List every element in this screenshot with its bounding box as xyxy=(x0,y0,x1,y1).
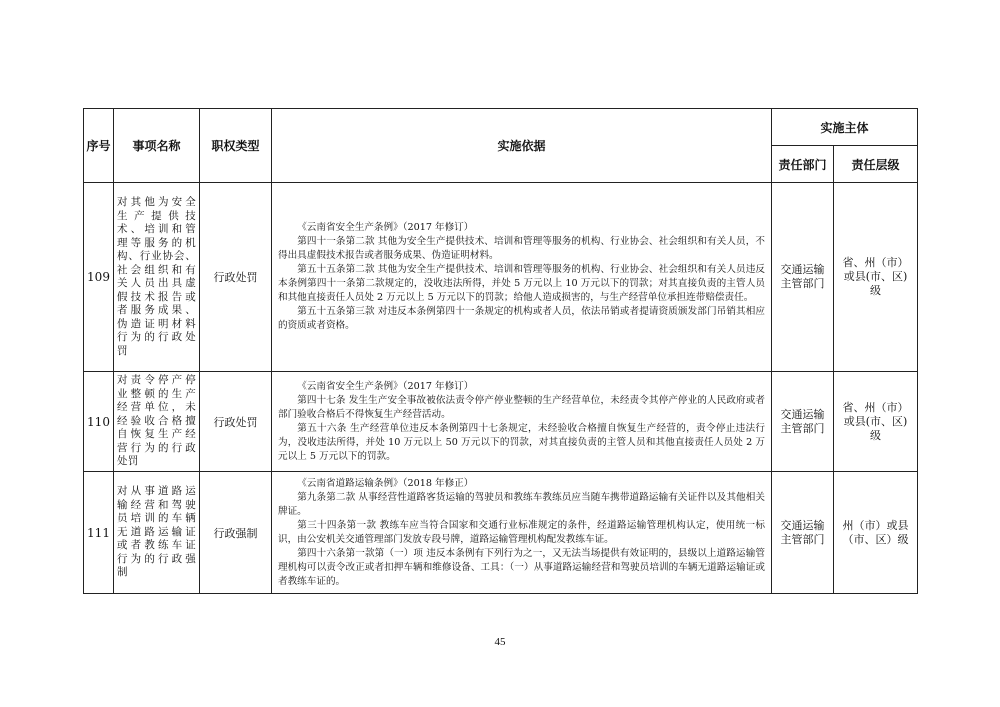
basis-regulation-title: 《云南省安全生产条例》（2017 年修订） xyxy=(297,380,474,392)
basis-clause: 第九条第二款 从事经营性道路客货运输的驾驶员和教练车教练员应当随车携带道路运输有关证件以及其他相关牌证。 xyxy=(278,491,765,517)
item-name-line: 经验收合格擅 xyxy=(117,414,196,427)
item-name-line: 生产提供技 xyxy=(117,209,196,222)
row-seq: 110 xyxy=(84,372,114,472)
level-line: 级 xyxy=(870,284,881,297)
row-responsible-level xyxy=(834,472,918,594)
item-name-line: 经营单位，未 xyxy=(117,401,196,414)
col-header-type: 职权类型 xyxy=(200,109,272,183)
row-power-type: 行政强制 xyxy=(200,472,272,594)
table-row xyxy=(84,372,918,472)
item-name-line: 构、行业协会、 xyxy=(117,250,196,262)
row-responsible-level xyxy=(834,372,918,472)
row-seq: 109 xyxy=(84,183,114,372)
row-item-name xyxy=(114,183,200,372)
item-name-line: 社会组织和有 xyxy=(117,263,196,276)
level-line: （市、区）级 xyxy=(842,532,909,546)
power-list-table xyxy=(83,108,918,594)
col-header-basis: 实施依据 xyxy=(272,109,772,183)
item-name-line: 关人员出具虚 xyxy=(117,277,196,289)
basis-regulation-title: 《云南省道路运输条例》（2018 年修正） xyxy=(297,477,474,489)
row-responsible-level xyxy=(834,183,918,372)
basis-clause: 第三十四条第一款 教练车应当符合国家和交通行业标准规定的条件，经道路运输管理机构认定，使用统一标识，由公安机关交通管理部门发放专段号牌，道路运输管理机构配发教练车证。 xyxy=(278,519,765,545)
row-legal-basis xyxy=(272,472,772,594)
level-line: 或县(市、区) xyxy=(843,414,908,428)
table-row xyxy=(84,472,918,594)
basis-clause: 第五十五条第二款 其他为安全生产提供技术、培训和管理等服务的机构、行业协会、社会组织和有关人员违反本条例第四十一条第二款规定的，没收违法所得，并处 5 万元以上 10 万元以下的罚款；对其直接负责的主管人员和其他直接责任人员处 2 万元以上 5 万元以下的罚款；给他人造成损害的，与生产经营单位承担连带赔偿责任。 xyxy=(278,264,765,303)
row-responsible-dept xyxy=(772,372,834,472)
dept-line: 主管部门 xyxy=(780,532,825,546)
row-item-name xyxy=(114,472,200,594)
col-header-level: 责任层级 xyxy=(834,146,918,183)
dept-line: 交通运输 xyxy=(780,263,825,276)
item-name-line: 或者教练车证 xyxy=(117,539,196,552)
item-name-line: 处罚 xyxy=(117,455,139,468)
page-number: 45 xyxy=(494,636,506,648)
item-name-line: 者服务成果、 xyxy=(117,304,196,316)
dept-line: 交通运输 xyxy=(780,407,825,421)
table-row xyxy=(84,183,918,372)
item-name-line: 输经营和驾驶 xyxy=(117,498,196,511)
row-responsible-dept xyxy=(772,472,834,594)
item-name-line: 假技术报告或 xyxy=(117,290,196,303)
item-name-line: 行为的行政强 xyxy=(117,552,196,565)
header-row xyxy=(84,109,918,146)
item-name-line: 制 xyxy=(117,566,128,579)
basis-clause: 第四十七条 发生生产安全事故被依法责令停产停业整顿的生产经营单位，未经责令其停产停业的人民政府或者部门验收合格后不得恢复生产经营活动。 xyxy=(278,394,765,420)
row-legal-basis xyxy=(272,183,772,372)
item-name-line: 理等服务的机 xyxy=(117,236,196,249)
item-name-line: 行为的行政处 xyxy=(117,331,196,343)
item-name-line: 自恢复生产经 xyxy=(117,428,196,441)
level-line: 省、州（市） xyxy=(842,400,909,414)
col-header-name: 事项名称 xyxy=(114,109,200,183)
dept-line: 交通运输 xyxy=(780,518,825,532)
item-name-line: 无道路运输证 xyxy=(117,525,196,538)
item-name-line: 员培训的车辆 xyxy=(117,512,196,525)
row-power-type: 行政处罚 xyxy=(200,183,272,372)
level-line: 省、州（市） xyxy=(842,256,909,269)
row-responsible-dept xyxy=(772,183,834,372)
dept-line: 主管部门 xyxy=(780,277,825,290)
col-header-dept: 责任部门 xyxy=(772,146,834,183)
row-legal-basis xyxy=(272,372,772,472)
item-name-line: 业整顿的生产 xyxy=(117,387,196,400)
col-header-seq: 序号 xyxy=(84,109,114,183)
item-name-line: 伪造证明材料 xyxy=(117,317,196,330)
level-line: 州（市）或县 xyxy=(842,518,909,532)
basis-clause: 第四十一条第二款 其他为安全生产提供技术、培训和管理等服务的机构、行业协会、社会组织和有关人员，不得出具虚假技术报告或者服务成果、伪造证明材料。 xyxy=(278,236,765,261)
item-name-line: 术、培训和管 xyxy=(117,223,196,235)
basis-clause: 第四十六条第一款第（一）项 违反本条例有下列行为之一，又无法当场提供有效证明的，县级以上道路运输管理机构可以责令改正或者扣押车辆和维修设备、工具：（一）从事道路运输经营和驾驶员培训的车辆无道路运输证或者教练车证的。 xyxy=(278,547,765,587)
item-name-line: 营行为的行政 xyxy=(117,441,196,454)
basis-clause: 第五十五条第三款 对违反本条例第四十一条规定的机构或者人员，依法吊销或者提请资质颁发部门吊销其相应的资质或者资格。 xyxy=(278,306,765,331)
level-line: 级 xyxy=(870,428,881,442)
row-seq: 111 xyxy=(84,472,114,594)
level-line: 或县(市、区) xyxy=(843,270,908,283)
item-name-line: 对责令停产停 xyxy=(117,374,196,387)
basis-regulation-title: 《云南省安全生产条例》（2017 年修订） xyxy=(297,222,474,233)
basis-clause: 第五十六条 生产经营单位违反本条例第四十七条规定，未经验收合格擅自恢复生产经营的，责令停止违法行为，没收违法所得，并处 10 万元以上 50 万元以下的罚款，对其直接负责的主管人员和其他直接责任人员处 2 万元以上 5 万元以下的罚款。 xyxy=(278,422,765,462)
row-power-type: 行政处罚 xyxy=(200,372,272,472)
item-name-line: 对从事道路运 xyxy=(117,485,196,498)
dept-line: 主管部门 xyxy=(780,421,825,435)
col-header-subject: 实施主体 xyxy=(772,109,918,146)
item-name-line: 对其他为安全 xyxy=(117,196,196,208)
row-item-name xyxy=(114,372,200,472)
item-name-line: 罚 xyxy=(117,344,128,357)
